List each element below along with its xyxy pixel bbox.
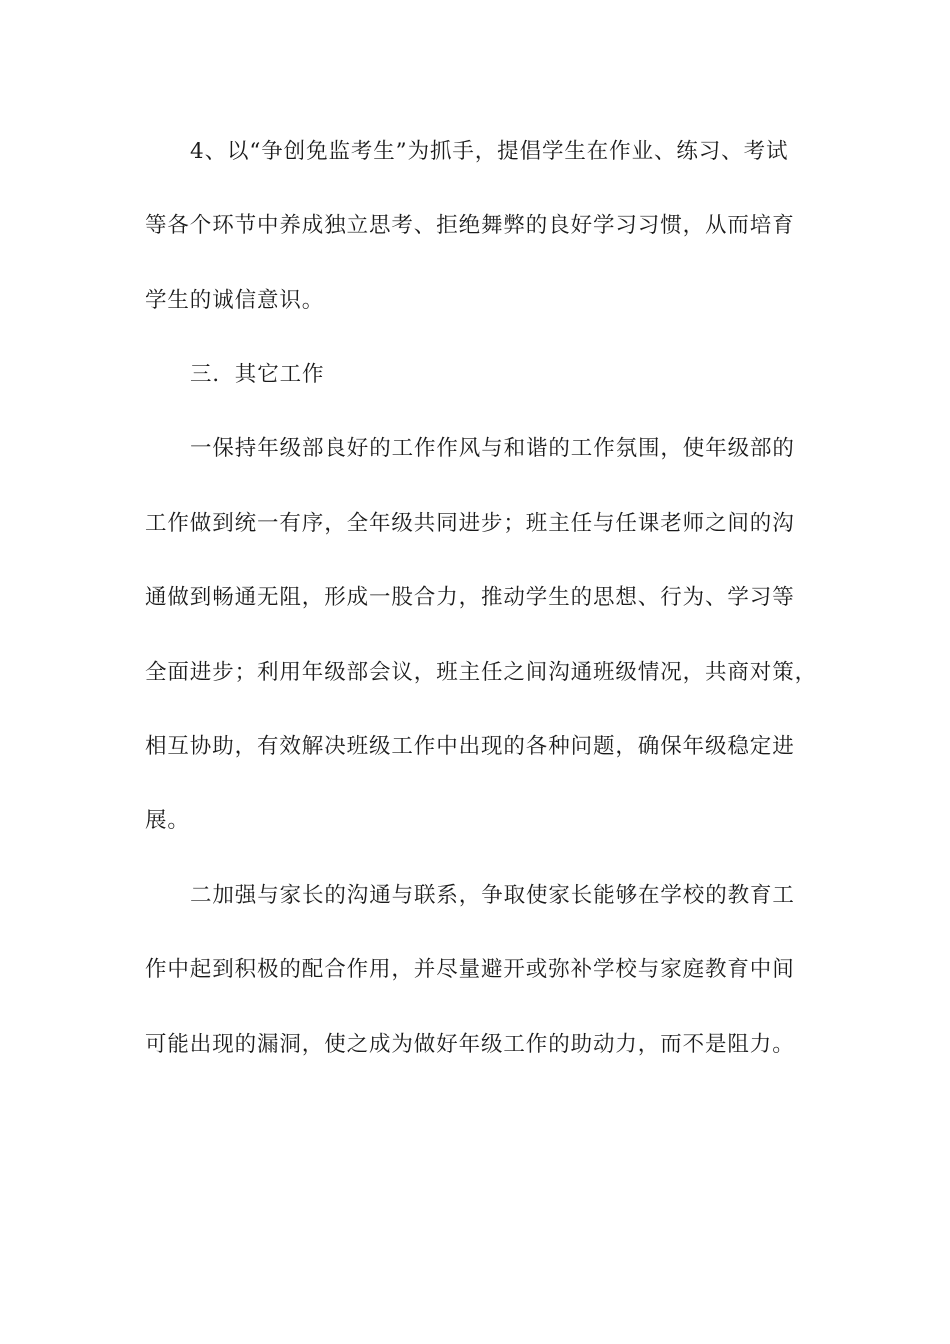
text-line: 等各个环节中养成独立思考、拒绝舞弊的良好学习习惯，从而培育 bbox=[145, 213, 795, 238]
text-line: 通做到畅通无阻，形成一股合力，推动学生的思想、行为、学习等 bbox=[145, 585, 795, 610]
text-line: 展。 bbox=[145, 808, 190, 833]
text-line: 作中起到积极的配合作用，并尽量避开或弥补学校与家庭教育中间 bbox=[145, 957, 795, 982]
text-line: 工作做到统一有序，全年级共同进步；班主任与任课老师之间的沟 bbox=[145, 511, 795, 536]
text-line: 可能出现的漏洞，使之成为做好年级工作的助动力，而不是阻力。 bbox=[145, 1032, 795, 1057]
text-line: 一保持年级部良好的工作作风与和谐的工作氛围，使年级部的 bbox=[190, 436, 795, 461]
text-line: 4、以“争创免监考生”为抓手，提倡学生在作业、练习、考试 bbox=[190, 139, 789, 164]
text-line: 学生的诚信意识。 bbox=[145, 288, 325, 313]
text-line: 相互协助，有效解决班级工作中出现的各种问题，确保年级稳定进 bbox=[145, 734, 795, 759]
section-heading: 三．其它工作 bbox=[190, 362, 325, 387]
text-line: 二加强与家长的沟通与联系，争取使家长能够在学校的教育工 bbox=[190, 883, 795, 908]
text-line: 全面进步；利用年级部会议，班主任之间沟通班级情况，共商对策， bbox=[145, 660, 818, 685]
